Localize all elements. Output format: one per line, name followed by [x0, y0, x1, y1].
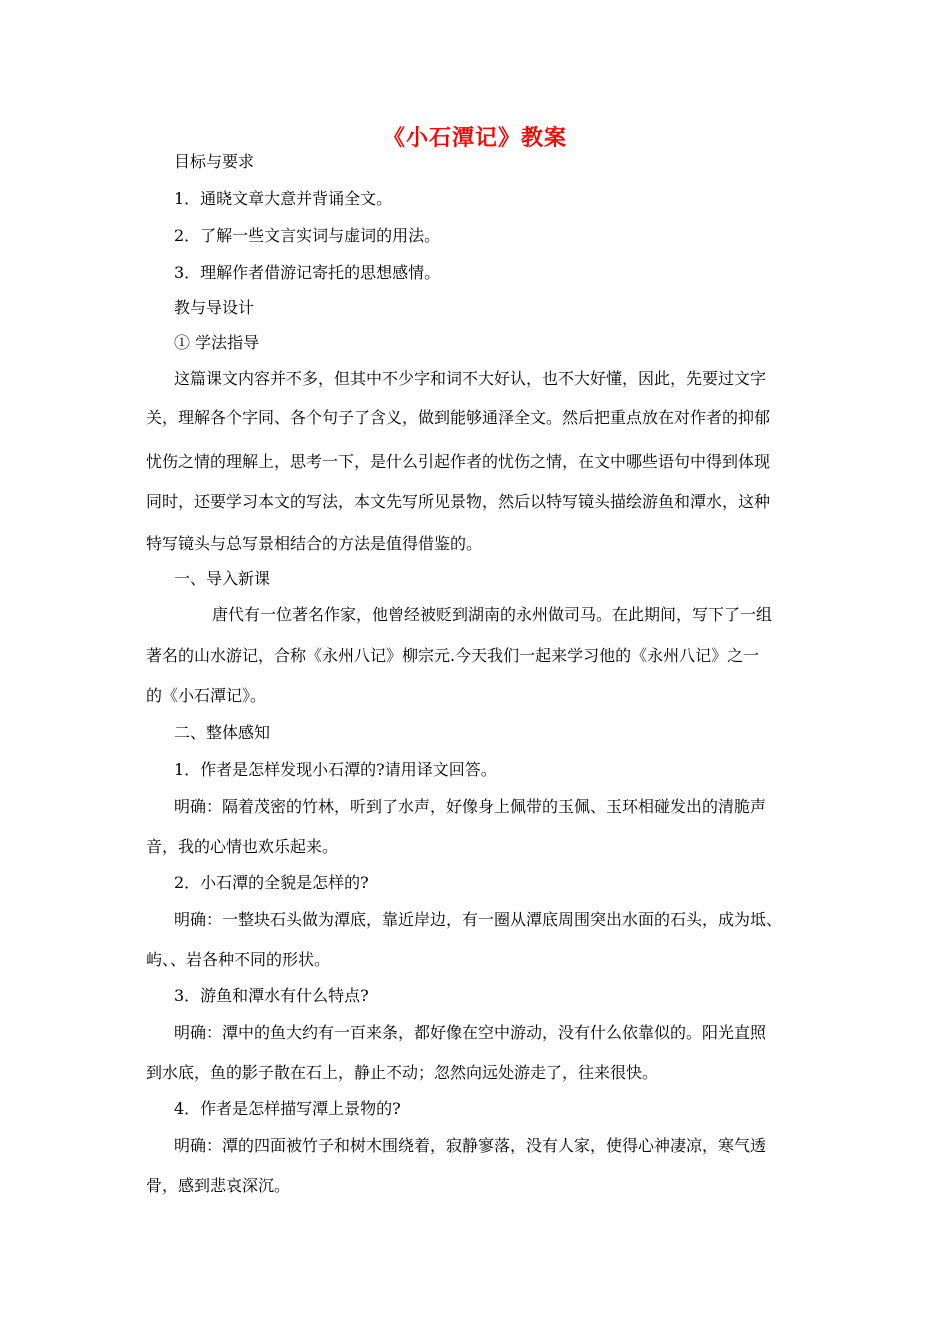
question-2: 2．小石潭的全貌是怎样的? [174, 873, 369, 892]
answer-1-line: 明确：隔着茂密的竹林，听到了水声，好像身上佩带的玉佩、玉环相碰发出的清脆声 [174, 797, 767, 816]
question-4: 4．作者是怎样描写潭上景物的? [174, 1099, 401, 1118]
goals-heading: 目标与要求 [174, 152, 255, 171]
goal-item-3: 3．理解作者借游记寄托的思想感情。 [174, 263, 441, 282]
study-paragraph-line: 同时，还要学习本文的写法，本文先写所见景物，然后以特写镜头描绘游鱼和潭水，这种 [146, 492, 771, 511]
question-3: 3．游鱼和潭水有什么特点? [174, 986, 369, 1005]
intro-paragraph-line: 著名的山水游记，合称《永州八记》柳宗元.今天我们一起来学习他的《永州八记》之一 [146, 646, 760, 665]
intro-paragraph-line: 的《小石潭记》。 [146, 686, 267, 705]
answer-1-line: 音，我的心情也欢乐起来。 [146, 837, 339, 856]
section-heading-intro: 一、导入新课 [174, 569, 271, 588]
intro-paragraph-line: 唐代有一位著名作家，他曾经被贬到湖南的永州做司马。在此期间，写下了一组 [212, 605, 773, 624]
study-paragraph-line: 忧伤之情的理解上，思考一下，是什么引起作者的忧伤之情，在文中哪些语句中得到体现 [146, 452, 771, 471]
study-heading: ① 学法指导 [174, 333, 260, 352]
answer-3-line: 到水底，鱼的影子散在石上，静止不动；忽然向远处游走了，往来很快。 [146, 1063, 659, 1082]
answer-2-line: 屿、、岩各种不同的形状。 [146, 950, 331, 969]
goal-item-2: 2．了解一些文言实词与虚词的用法。 [174, 226, 441, 245]
document-title: 《小石潭记》教案 [382, 126, 567, 151]
answer-3-line: 明确：潭中的鱼大约有一百来条，都好像在空中游动，没有什么依靠似的。阳光直照 [174, 1023, 767, 1042]
question-1: 1．作者是怎样发现小石潭的?请用译文回答。 [174, 760, 497, 779]
study-paragraph-line: 这篇课文内容并不多，但其中不少字和词不大好认，也不大好懂，因此，先要过文字 [174, 369, 767, 388]
answer-4-line: 骨，感到悲哀深沉。 [146, 1176, 291, 1195]
study-paragraph-line: 特写镜头与总写景相结合的方法是值得借鉴的。 [146, 534, 483, 553]
answer-2-line: 明确：一整块石头做为潭底，靠近岸边，有一圈从潭底周围突出水面的石头，成为坻、 [174, 910, 783, 929]
goal-item-1: 1．通晓文章大意并背诵全文。 [174, 189, 393, 208]
study-paragraph-line: 关，理解各个字同、各个句子了含义，做到能够通泽全文。然后把重点放在对作者的抑郁 [146, 408, 771, 427]
section-heading-overview: 二、整体感知 [174, 723, 271, 742]
design-heading: 教与导设计 [174, 298, 255, 317]
answer-4-line: 明确：潭的四面被竹子和树木围绕着，寂静寥落，没有人家，使得心神凄凉，寒气透 [174, 1136, 767, 1155]
